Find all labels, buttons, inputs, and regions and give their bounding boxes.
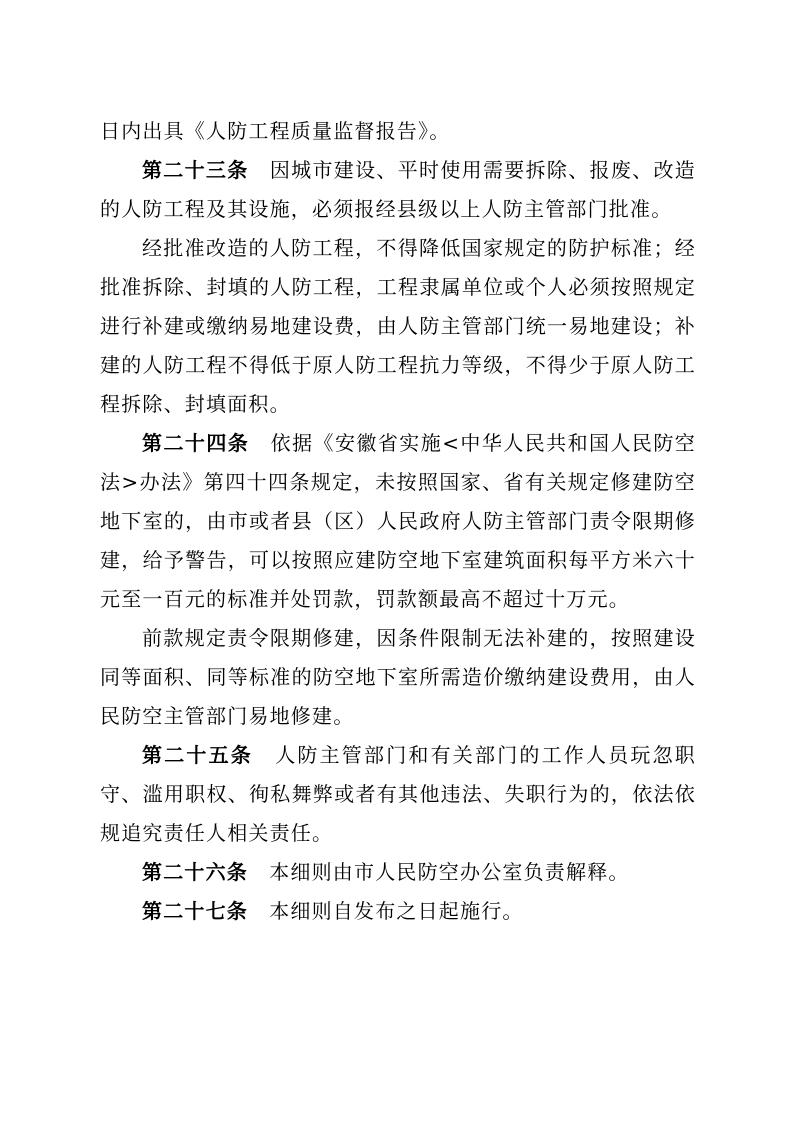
paragraph-text: 日内出具《人防工程质量监督报告》。 bbox=[100, 119, 451, 143]
article-23 bbox=[100, 151, 696, 229]
paragraph-text: 依据《安徽省实施<中华人民共和国人民防空法>办法》第四十四条规定，未按照国家、省有关规定修建防空地下室的，由市或者县（区）人民政府人防主管部门责令限期修建，给予警告，可以按照应建防空地下室建筑面积每平方米六十元至一百元的标准并处罚款，罚款额最高不超过十万元。 bbox=[100, 431, 697, 611]
paragraph-text: 人防主管部门和有关部门的工作人员玩忽职守、滥用职权、徇私舞弊或者有其他违法、失职行为的，依法依规追究责任人相关责任。 bbox=[100, 743, 696, 845]
article-25 bbox=[100, 736, 696, 853]
article-heading: 第二十四条 bbox=[142, 431, 250, 455]
article-24 bbox=[100, 424, 696, 619]
article-27 bbox=[100, 892, 696, 931]
article-heading: 第二十五条 bbox=[142, 743, 253, 767]
paragraph-text: 前款规定责令限期修建，因条件限制无法补建的，按照建设同等面积、同等标准的防空地下室所需造价缴纳建设费用，由人民防空主管部门易地修建。 bbox=[100, 626, 696, 728]
article-heading: 第二十六条 bbox=[142, 860, 248, 884]
article-heading: 第二十七条 bbox=[142, 899, 248, 923]
paragraph-text: 因城市建设、平时使用需要拆除、报废、改造的人防工程及其设施，必须报经县级以上人防主管部门批准。 bbox=[100, 158, 696, 221]
paragraph-continuation bbox=[100, 112, 696, 151]
article-26 bbox=[100, 853, 696, 892]
document-body bbox=[100, 112, 696, 931]
article-24-paragraph-2 bbox=[100, 619, 696, 736]
paragraph-text: 经批准改造的人防工程，不得降低国家规定的防护标准；经批准拆除、封填的人防工程，工程隶属单位或个人必须按照规定进行补建或缴纳易地建设费，由人防主管部门统一易地建设；补建的人防工程不得低于原人防工程抗力等级，不得少于原人防工程拆除、封填面积。 bbox=[100, 236, 696, 416]
article-23-paragraph-2 bbox=[100, 229, 696, 424]
article-heading: 第二十三条 bbox=[142, 158, 249, 182]
paragraph-text: 本细则自发布之日起施行。 bbox=[248, 899, 524, 923]
paragraph-text: 本细则由市人民防空办公室负责解释。 bbox=[248, 860, 630, 884]
